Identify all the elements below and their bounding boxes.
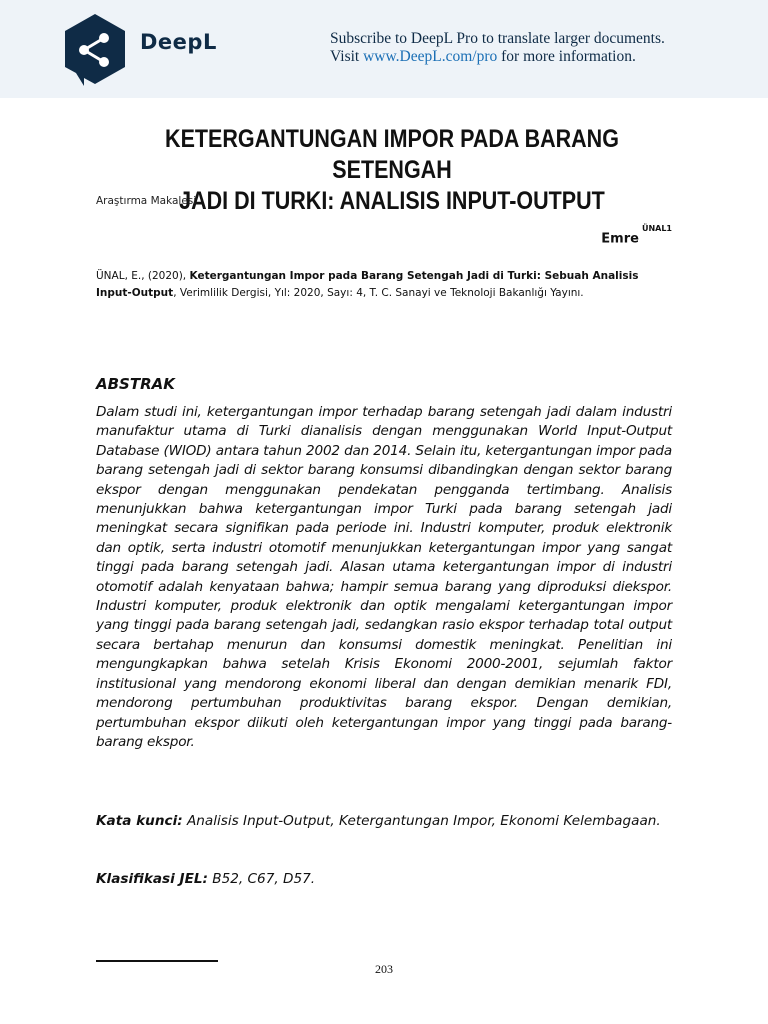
article-type: Araştırma Makalesi [96,195,197,207]
title-line-2: JADI DI TURKI: ANALISIS INPUT-OUTPUT [179,187,605,215]
promo-line-2 [330,48,750,66]
promo-visit: Visit [330,48,360,65]
citation-rest: , Verimlilik Dergisi, Yıl: 2020, Sayı: 4, T. C. Sanayi ve Teknoloji Bakanlığı Yayını. [173,287,584,299]
author-name: Emre [601,231,639,247]
keywords [96,812,672,831]
keywords-label: Kata kunci: [96,813,183,829]
deepl-promo [330,30,750,66]
promo-line-1: Subscribe to DeepL Pro to translate larger documents. [330,30,665,47]
deepl-logo-text[interactable]: DeepL [140,30,217,54]
abstract-body: Dalam studi ini, ketergantungan impor terhadap barang setengah jadi dalam industri manufaktur utama di Turki dianalisis dengan menggunakan World Input-Output Database (WIOD) antara tahun 2002 dan 2014. Selain itu, ketergantungan impor pada barang setengah jadi di sektor barang konsumsi dibandingkan dengan sektor barang ekspor dengan menggunakan pendekatan pengganda tertimbang. Analisis menunjukkan bahwa ketergantungan impor Turki pada barang setengah jadi meningkat secara signifikan pada periode ini. Industri komputer, produk elektronik dan optik, serta industri otomotif menunjukkan ketergantungan impor yang sangat tinggi pada barang setengah jadi. Alasan utama ketergantungan impor di industri otomotif adalah kenyataan bahwa; hampir semua barang yang diproduksi diekspor. Industri komputer, produk elektronik dan optik mengalami ketergantungan impor yang tinggi pada barang setengah jadi, sedangkan rasio ekspor terhadap total output secara bertahap menurun dan konsumsi domestik meningkat. Penelitian ini mengungkapkan bahwa setelah Krisis Ekonomi 2000-2001, sejumlah faktor institusional yang mendorong ekonomi liberal dan dengan demikian menarik FDI, mendorong pertumbuhan produktivitas barang ekspor. Dengan demikian, pertumbuhan ekspor diikuti oleh ketergantungan impor yang tinggi pada barang-barang ekspor. [96,404,672,750]
jel-label: Klasifikasi JEL: [96,871,208,887]
jel-value: B52, C67, D57. [207,871,316,887]
keywords-value: Analisis Input-Output, Ketergantungan Impor, Ekonomi Kelembagaan. [182,813,661,829]
jel-classification [96,871,315,887]
citation-title: Ketergantungan Impor pada Barang Setengah Jadi di Turki: Sebuah Analisis Input-Output [96,270,639,299]
citation [96,268,676,302]
deepl-banner [0,0,768,98]
deepl-logo-icon [62,12,128,86]
author-affiliation: ÜNAL1 [641,224,672,233]
citation-prefix: ÜNAL, E., (2020), [96,270,187,282]
title-line-1: KETERGANTUNGAN IMPOR PADA BARANG SETENGAH [165,125,619,184]
author [601,224,672,247]
abstract-heading: ABSTRAK [96,375,175,393]
page-number: 203 [375,962,393,976]
promo-rest: for more information. [501,48,636,65]
deepl-pro-link[interactable]: www.DeepL.com/pro [363,48,498,65]
